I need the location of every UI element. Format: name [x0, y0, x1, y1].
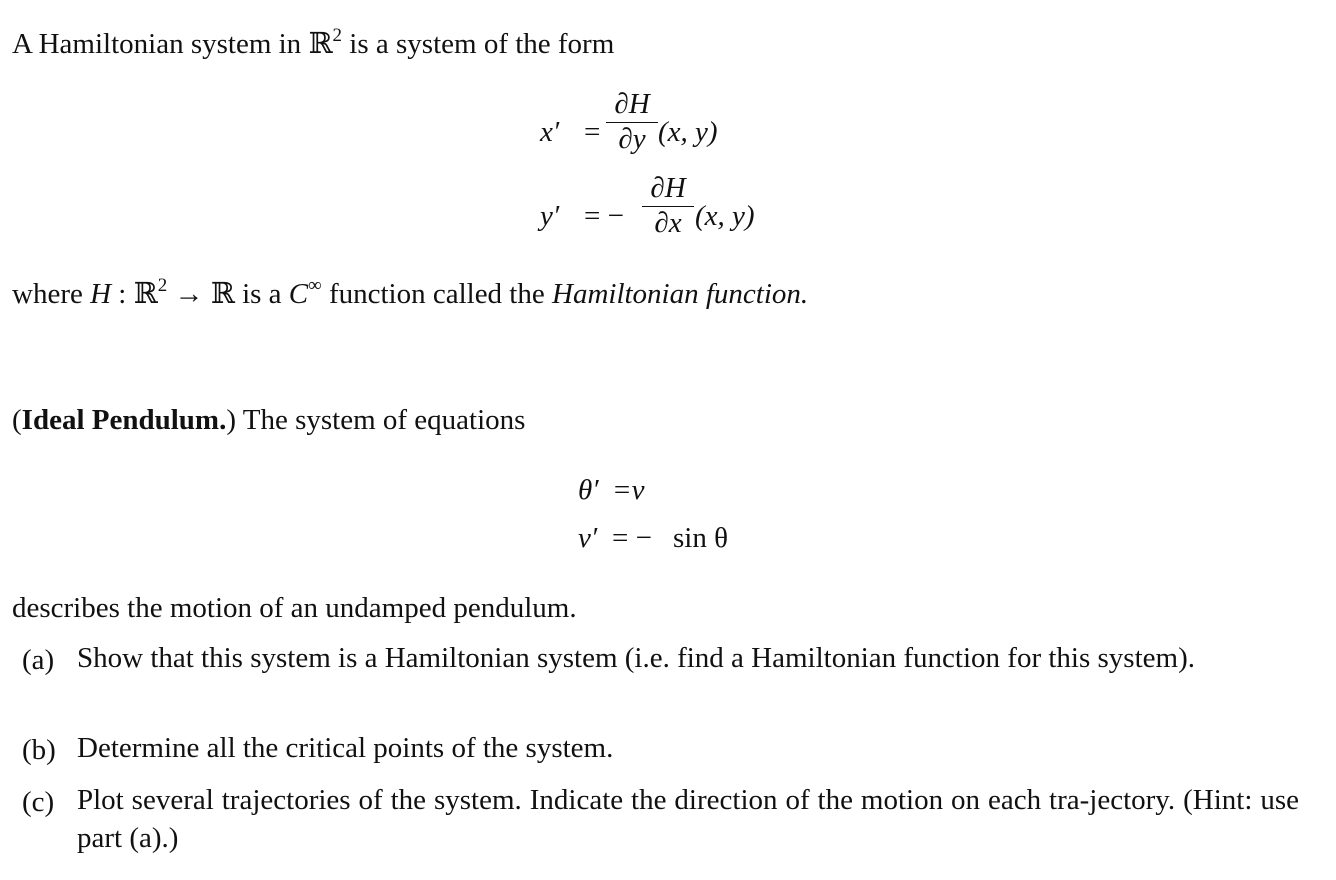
eq1-lhs: x′: [540, 116, 560, 148]
pendulum-close-paren: ): [226, 404, 237, 436]
description: describes the motion of an undamped pendulum.: [12, 592, 577, 624]
def-domain-exponent: 2: [157, 275, 168, 296]
eq2-numerator: ∂H: [650, 172, 686, 204]
part-b-text: Determine all the critical points of the system.: [77, 732, 614, 764]
def-is-a: is a: [234, 278, 289, 310]
def-C-exponent: ∞: [308, 275, 322, 296]
eq2-fraction: [642, 174, 694, 238]
peq2-rhs: sin θ: [673, 522, 728, 554]
def-called: function called the: [321, 278, 552, 310]
intro-set: ℝ: [308, 28, 333, 60]
peq1-rhs: =ν: [612, 474, 645, 506]
eq2-lhs: y′: [540, 200, 560, 232]
eq2-args: (x, y): [695, 200, 755, 232]
intro-before: A Hamiltonian system in: [12, 28, 309, 60]
pendulum-heading-line: [12, 406, 525, 435]
eq1-numerator: ∂H: [614, 88, 650, 120]
eq1-denominator: ∂y: [618, 123, 646, 155]
intro-line: [12, 25, 615, 60]
eq2-equals: = −: [584, 200, 624, 232]
def-map: :: [111, 278, 134, 310]
eq1-equals: =: [584, 116, 601, 148]
eq1-args: (x, y): [658, 116, 718, 148]
eq1-fraction: [606, 90, 658, 154]
part-a-text: Show that this system is a Hamiltonian system (i.e. find a Hamiltonian function for this system).: [77, 642, 1195, 674]
def-domain: ℝ: [133, 278, 158, 310]
def-term: Hamiltonian function.: [552, 278, 809, 310]
def-where: where: [12, 278, 91, 310]
part-c-label: (c): [22, 786, 55, 818]
def-codomain: ℝ: [210, 278, 235, 310]
pendulum-rest: The system of equations: [236, 404, 526, 436]
def-H: H: [90, 278, 112, 310]
intro-set-exponent: 2: [332, 25, 343, 46]
peq2-lhs: ν′: [578, 522, 598, 554]
intro-after: is a system of the form: [342, 28, 615, 60]
def-C: C: [288, 278, 309, 310]
pendulum-open-paren: (: [12, 404, 22, 436]
peq1-lhs: θ′: [578, 474, 599, 506]
eq2-denominator: ∂x: [654, 207, 682, 239]
def-arrow: →: [167, 278, 211, 310]
pendulum-heading: Ideal Pendulum.: [21, 404, 227, 436]
part-a-label: (a): [22, 644, 55, 676]
definition-line: [12, 275, 809, 310]
part-b-label: (b): [22, 734, 56, 766]
peq2-equals: = −: [612, 522, 652, 554]
part-c-text: Plot several trajectories of the system. Indicate the direction of the motion on each tra-jectory. (Hint: use part (a).): [77, 784, 1299, 854]
